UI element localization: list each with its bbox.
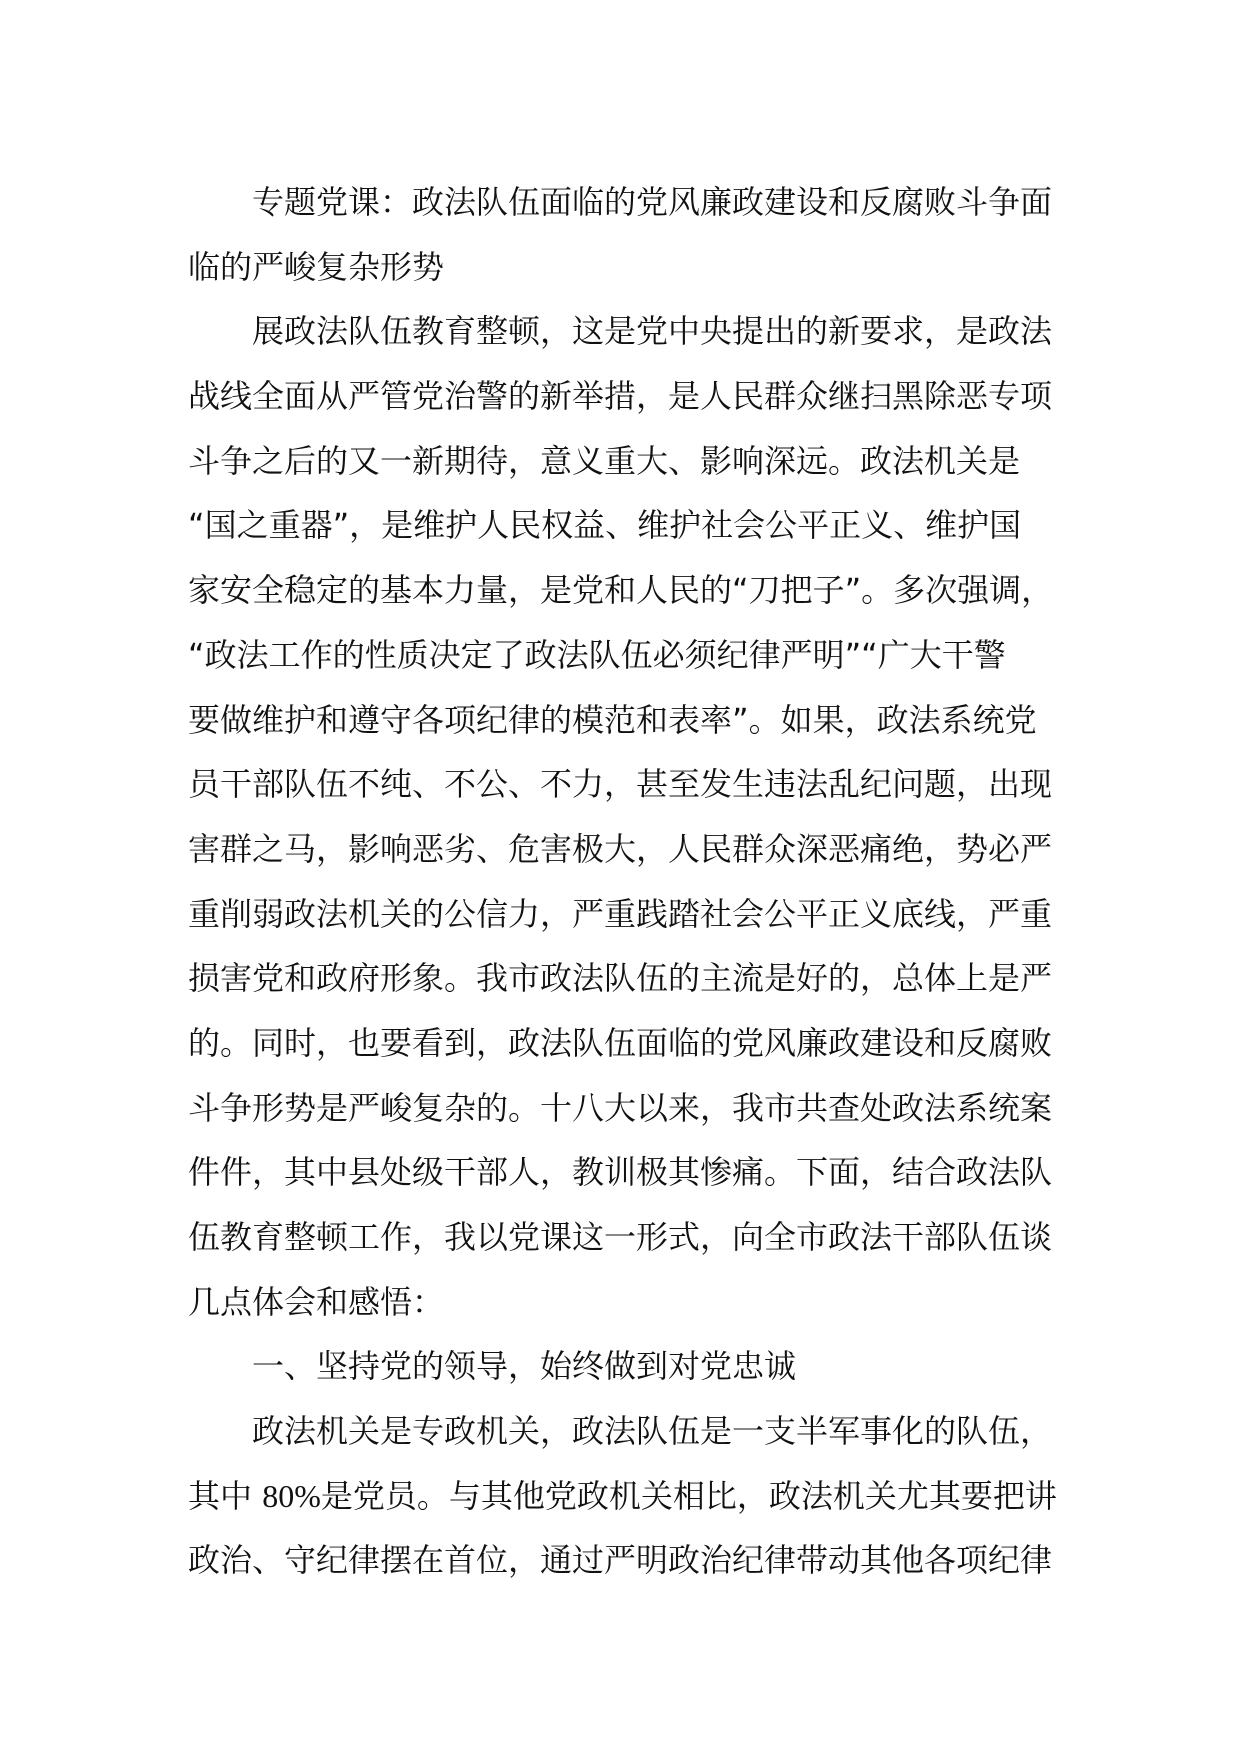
paragraph-line: 件件，其中县处级干部人，教训极其惨痛。下面，结合政法队 <box>188 1153 1053 1192</box>
paragraph-line: 的。同时，也要看到，政法队伍面临的党风廉政建设和反腐败 <box>188 1023 1053 1062</box>
paragraph-line: 斗争形势是严峻复杂的。十八大以来，我市共查处政法系统案 <box>188 1088 1053 1127</box>
paragraph-line: 政法机关是专政机关，政法队伍是一支半军事化的队伍， <box>252 1412 1053 1451</box>
paragraph-intro <box>188 299 1068 1334</box>
text-fragment: 其中 <box>188 1476 263 1515</box>
paragraph-line: 政治、守纪律摆在首位，通过严明政治纪律带动其他各项纪律 <box>188 1541 1053 1580</box>
text-fragment: 是党员。与其他党政机关相比，政法机关尤其要把讲 <box>320 1476 1057 1515</box>
paragraph-line: 员干部队伍不纯、不公、不力，甚至发生违法乱纪问题，出现 <box>188 765 1053 804</box>
document-body <box>188 170 1068 1593</box>
section-heading: 一、坚持党的领导，始终做到对党忠诚 <box>252 1347 797 1386</box>
paragraph-line: “政法工作的性质决定了政法队伍必须纪律严明”“广大干警 <box>188 635 1006 674</box>
paragraph-line: 展政法队伍教育整顿，这是党中央提出的新要求，是政法 <box>252 312 1053 351</box>
paragraph-line: 家安全稳定的基本力量，是党和人民的“刀把子”。多次强调， <box>188 571 1054 610</box>
percentage-value: 80% <box>262 1477 321 1514</box>
paragraph-line <box>188 1464 1068 1529</box>
paragraph-line: 战线全面从严管党治警的新举措，是人民群众继扫黑除恶专项 <box>188 377 1053 416</box>
paragraph-line: 重削弱政法机关的公信力，严重践踏社会公平正义底线，严重 <box>188 894 1053 933</box>
paragraph-section-one <box>188 1399 1068 1593</box>
paragraph-line: 伍教育整顿工作，我以党课这一形式，向全市政法干部队伍谈 <box>188 1218 1053 1256</box>
document-title <box>188 170 1068 299</box>
paragraph-line: 要做维护和遵守各项纪律的模范和表率”。如果，政法系统党 <box>188 700 1037 739</box>
title-line: 专题党课：政法队伍面临的党风廉政建设和反腐败斗争面 <box>252 183 1053 221</box>
paragraph-line: 害群之马，影响恶劣、危害极大，人民群众深恶痛绝，势必严 <box>188 829 1053 868</box>
title-line: 临的严峻复杂形势 <box>188 247 445 286</box>
paragraph-line: 斗争之后的又一新期待，意义重大、影响深远。政法机关是 <box>188 441 1021 480</box>
paragraph-line: “国之重器”，是维护人民权益、维护社会公平正义、维护国 <box>188 506 1022 545</box>
paragraph-line: 几点体会和感悟： <box>188 1282 445 1321</box>
paragraph-line: 损害党和政府形象。我市政法队伍的主流是好的，总体上是严 <box>188 959 1053 998</box>
